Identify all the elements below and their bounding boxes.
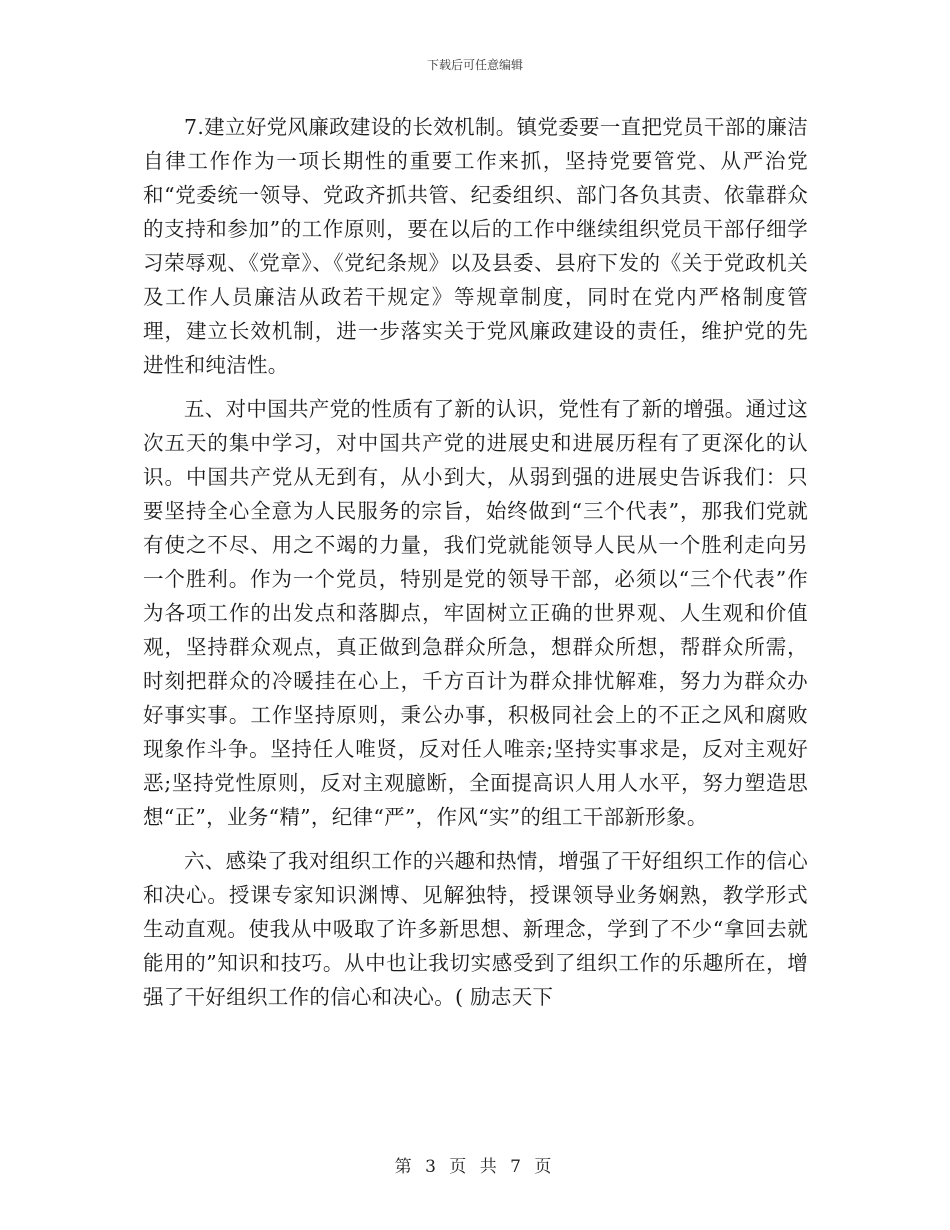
paragraph-5-party-nature: 五、对中国共产党的性质有了新的认识，党性有了新的增强。通过这次五天的集中学习，对中国共产党的进展史和进展历程有了更深化的认识。中国共产党从无到有，从小到大，从弱到强的进展史告诉我们：只要坚持全心全意为人民服务的宗旨，始终做到“三个代表”，那我们党就有使之不尽、用之不竭的力量，我们党就能领导人民从一个胜利走向另一个胜利。作为一个党员，特别是党的领导干部，必须以“三个代表”作为各项工作的出发点和落脚点，牢固树立正确的世界观、人生观和价值观，坚持群众观点，真正做到急群众所急，想群众所想，帮群众所需，时刻把群众的冷暖挂在心上，千方百计为群众排忧解难，努力为群众办好事实事。工作坚持原则，秉公办事，积极同社会上的不正之风和腐败现象作斗争。坚持任人唯贤，反对任人唯亲;坚持实事求是，反对主观好恶;坚持党性原则，反对主观臆断，全面提高识人用人水平，努力塑造思想“正”，业务“精”，纪律“严”，作风“实”的组工干部新形象。	[143, 397, 808, 829]
paragraph-7-mechanism: 7.建立好党风廉政建设的长效机制。镇党委要一直把党员干部的廉洁自律工作作为一项长期性的重要工作来抓，坚持党要管党、从严治党和“党委统一领导、党政齐抓共管、纪委组织、部门各负其责、依靠群众的支持和参加”的工作原则，要在以后的工作中继续组织党员干部仔细学习荣辱观、《党章》、《党纪条规》以及县委、县府下发的《关于党政机关及工作人员廉洁从政若干规定》等规章制度，同时在党内严格制度管理，建立长效机制，进一步落实关于党风廉政建设的责任，维护党的先进性和纯洁性。	[143, 115, 808, 377]
page-header-note: 下载后可任意编辑	[426, 58, 523, 72]
paragraph-6-organization-work: 六、感染了我对组织工作的兴趣和热情，增强了干好组织工作的信心和决心。授课专家知识渊博、见解独特，授课领导业务娴熟，教学形式生动直观。使我从中吸取了许多新思想、新理念，学到了不少“拿回去就能用的”知识和技巧。从中也让我切实感受到了组织工作的乐趣所在，增强了干好组织工作的信心和决心。( 励志天下	[143, 849, 808, 1009]
page-number: 第 3 页 共 7 页	[394, 1157, 556, 1177]
document-body	[143, 110, 808, 1024]
